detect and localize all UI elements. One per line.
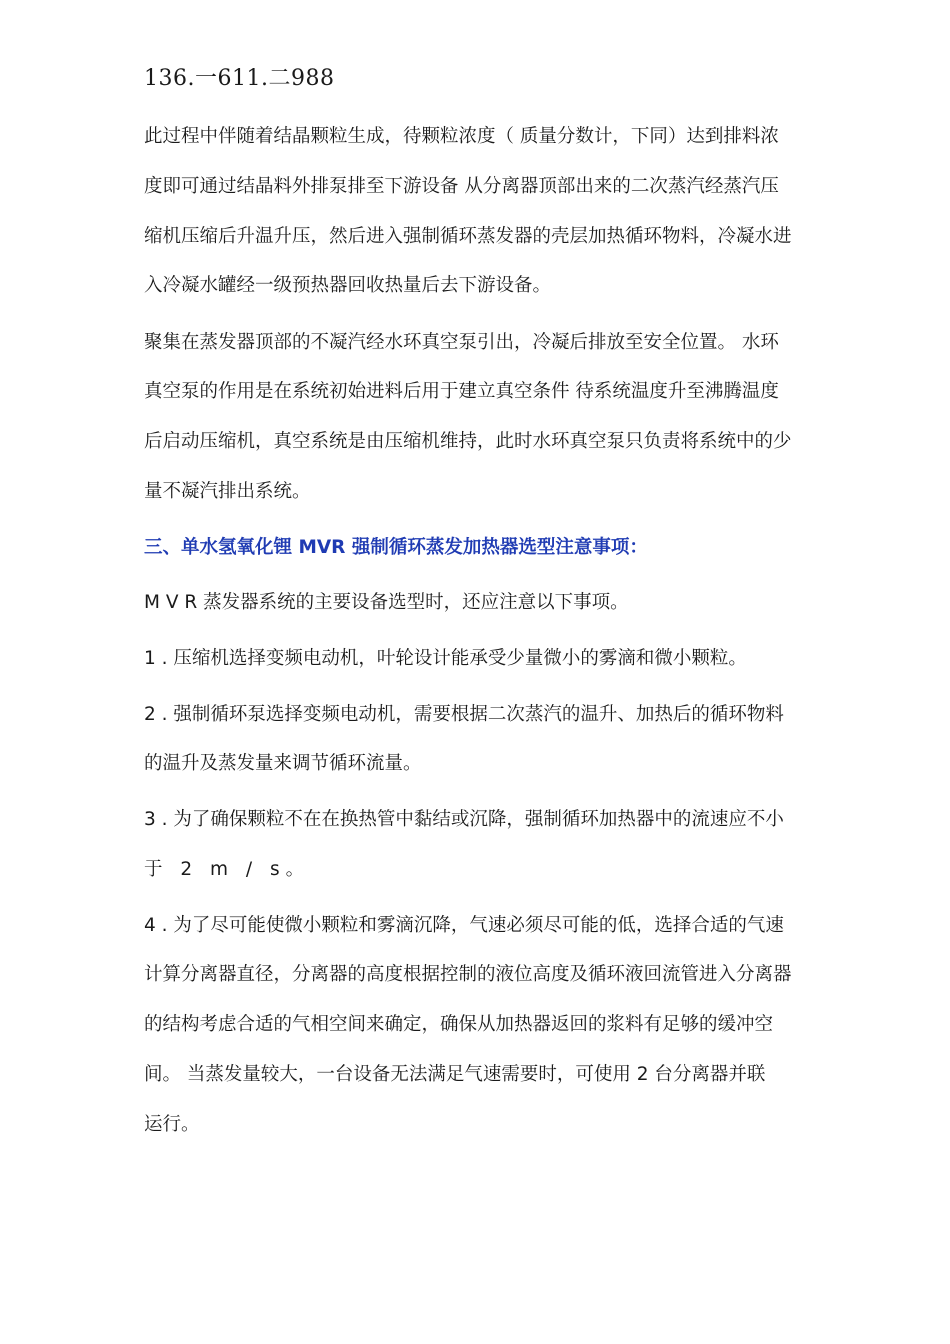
list-item-2-line-2: 的温升及蒸发量来调节循环流量。	[144, 753, 422, 774]
paragraph-2-line-3: 后启动压缩机，真空系统是由压缩机维持，此时水环真空泵只负责将系统中的少	[144, 431, 792, 452]
list-item-4-line-4: 间。 当蒸发量较大，一台设备无法满足气速需要时，可使用 2 台分离器并联	[144, 1064, 766, 1085]
list-item-2-line-1: 2 . 强制循环泵选择变频电动机，需要根据二次蒸汽的温升、加热后的循环物料	[144, 704, 784, 725]
top-numbers: 136.一611.二988	[144, 66, 335, 91]
paragraph-1-line-1: 此过程中伴随着结晶颗粒生成，待颗粒浓度（ 质量分数计，下同）达到排料浓	[144, 126, 779, 147]
paragraph-1-line-2: 度即可通过结晶料外排泵排至下游设备 从分离器顶部出来的二次蒸汽经蒸汽压	[144, 176, 779, 197]
list-item-4-line-3: 的结构考虑合适的气相空间来确定，确保从加热器返回的浆料有足够的缓冲空	[144, 1014, 774, 1035]
list-item-1: 1 . 压缩机选择变频电动机，叶轮设计能承受少量微小的雾滴和微小颗粒。	[144, 648, 747, 669]
intro-line: M V R 蒸发器系统的主要设备选型时，还应注意以下事项。	[144, 592, 629, 613]
list-item-4-line-5: 运行。	[144, 1114, 200, 1135]
paragraph-1-line-3: 缩机压缩后升温升压，然后进入强制循环蒸发器的壳层加热循环物料，冷凝水进	[144, 226, 792, 247]
list-item-3-line-2: 于 2 m / s。	[144, 859, 311, 880]
section-heading: 三、单水氢氧化锂 MVR 强制循环蒸发加热器选型注意事项：	[144, 537, 648, 558]
paragraph-2-line-4: 量不凝汽排出系统。	[144, 481, 311, 502]
paragraph-2-line-2: 真空泵的作用是在系统初始进料后用于建立真空条件 待系统温度升至沸腾温度	[144, 381, 779, 402]
list-item-3-line-1: 3 . 为了确保颗粒不在在换热管中黏结或沉降，强制循环加热器中的流速应不小	[144, 809, 784, 830]
paragraph-1-line-4: 入冷凝水罐经一级预热器回收热量后去下游设备。	[144, 275, 552, 296]
paragraph-2-line-1: 聚集在蒸发器顶部的不凝汽经水环真空泵引出，冷凝后排放至安全位置。 水环	[144, 332, 779, 353]
list-item-4-line-2: 计算分离器直径，分离器的高度根据控制的液位高度及循环液回流管进入分离器	[144, 964, 792, 985]
list-item-4-line-1: 4 . 为了尽可能使微小颗粒和雾滴沉降，气速必须尽可能的低，选择合适的气速	[144, 915, 784, 936]
